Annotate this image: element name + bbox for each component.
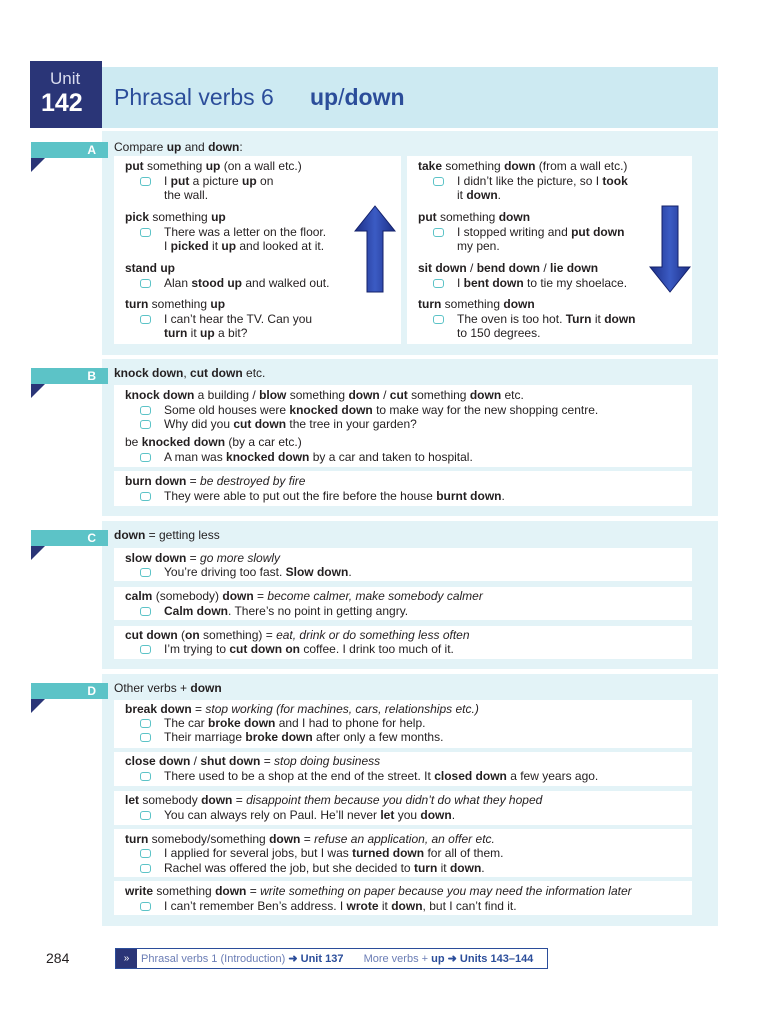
phrase-knock-down: knock down a building / blow something down / cut something down etc. xyxy=(125,388,524,402)
section-heading-d: Other verbs + down xyxy=(114,681,222,695)
tab-fold xyxy=(31,546,45,560)
example: I put a picture up on xyxy=(164,174,274,188)
example: Some old houses were knocked down to make way for the new shopping centre. xyxy=(164,403,599,417)
example: I stopped writing and put down xyxy=(457,225,625,239)
example: I can’t remember Ben’s address. I wrote it down, but I can’t find it. xyxy=(164,899,517,913)
example-bullet xyxy=(140,849,151,858)
section-tab-c: C xyxy=(31,530,108,546)
example-bullet xyxy=(140,607,151,616)
example-bullet xyxy=(140,645,151,654)
phrase-sit-bend-lie-down: sit down / bend down / lie down xyxy=(418,261,599,275)
title-bar xyxy=(102,67,718,128)
example: You can always rely on Paul. He’ll never let you down. xyxy=(164,808,456,822)
arrow-down-icon xyxy=(649,205,691,293)
cross-ref-link-unit-137[interactable]: Phrasal verbs 1 (Introduction) ➜ Unit 137 xyxy=(141,953,344,965)
phrase-calm-down: calm (somebody) down = become calmer, make somebody calmer xyxy=(125,589,483,603)
page-title: Phrasal verbs 6 xyxy=(114,84,274,110)
example: turn it up a bit? xyxy=(164,326,248,340)
tab-fold xyxy=(31,699,45,713)
example-bullet xyxy=(140,492,151,501)
example: I applied for several jobs, but I was turned down for all of them. xyxy=(164,846,504,860)
tab-fold xyxy=(31,384,45,398)
example: You’re driving too fast. Slow down. xyxy=(164,565,352,579)
example: to 150 degrees. xyxy=(457,326,541,340)
unit-badge xyxy=(30,61,102,128)
cross-reference-box xyxy=(115,948,548,969)
phrase-slow-down: slow down = go more slowly xyxy=(125,551,281,565)
phrase-take-down: take something down (from a wall etc.) xyxy=(418,159,628,173)
example: The oven is too hot. Turn it down xyxy=(457,312,636,326)
phrase-turn-down-refuse: turn somebody/something down = refuse an application, an offer etc. xyxy=(125,832,495,846)
example: I bent down to tie my shoelace. xyxy=(457,276,628,290)
example: Why did you cut down the tree in your garden? xyxy=(164,417,417,431)
example: There was a letter on the floor. xyxy=(164,225,327,239)
example-bullet xyxy=(140,228,151,237)
example-bullet xyxy=(140,453,151,462)
example-bullet xyxy=(140,315,151,324)
section-heading-b: knock down, cut down etc. xyxy=(114,366,266,380)
section-heading-c: down = getting less xyxy=(114,528,220,542)
phrase-write-down: write something down = write something on paper because you may need the information later xyxy=(125,884,632,898)
example-bullet xyxy=(140,406,151,415)
unit-label: Unit xyxy=(50,69,81,88)
example: Rachel was offered the job, but she decided to turn it down. xyxy=(164,861,485,875)
example-bullet xyxy=(140,279,151,288)
phrase-turn-up: turn something up xyxy=(125,297,226,311)
phrase-be-knocked-down: be knocked down (by a car etc.) xyxy=(125,435,302,449)
example-bullet xyxy=(140,733,151,742)
example: There used to be a shop at the end of the street. It closed down a few years ago. xyxy=(164,769,599,783)
section-tab-d: D xyxy=(31,683,108,699)
example: Alan stood up and walked out. xyxy=(164,276,330,290)
phrase-pick-up: pick something up xyxy=(125,210,226,224)
example-bullet xyxy=(140,568,151,577)
example-bullet xyxy=(140,811,151,820)
page-title-particles: up/down xyxy=(310,84,405,110)
example: They were able to put out the fire before the house burnt down. xyxy=(164,489,505,503)
page-number: 284 xyxy=(46,950,70,966)
example-bullet xyxy=(140,864,151,873)
example: The car broke down and I had to phone for help. xyxy=(164,716,426,730)
example-bullet xyxy=(433,315,444,324)
phrase-stand-up: stand up xyxy=(125,261,175,275)
phrase-break-down: break down = stop working (for machines, cars, relationships etc.) xyxy=(125,702,479,716)
phrase-cut-down-on: cut down (on something) = eat, drink or do something less often xyxy=(125,628,470,642)
example: I’m trying to cut down on coffee. I drink too much of it. xyxy=(164,642,454,656)
example-bullet xyxy=(140,902,151,911)
cross-reference-text xyxy=(141,952,533,965)
section-tab-a: A xyxy=(31,142,108,158)
example: my pen. xyxy=(457,239,500,253)
unit-number: 142 xyxy=(41,89,83,117)
example-bullet xyxy=(433,279,444,288)
cross-ref-link-units-143-144[interactable]: More verbs + up ➜ Units 143–144 xyxy=(363,953,534,965)
example: it down. xyxy=(457,188,502,202)
example-bullet xyxy=(140,177,151,186)
phrase-put-up: put something up (on a wall etc.) xyxy=(125,159,302,173)
example: A man was knocked down by a car and taken to hospital. xyxy=(164,450,473,464)
example-bullet xyxy=(140,719,151,728)
example: I picked it up and looked at it. xyxy=(164,239,325,253)
arrow-up-icon xyxy=(354,205,396,293)
phrase-let-down: let somebody down = disappoint them because you didn’t do what they hoped xyxy=(125,793,543,807)
example: the wall. xyxy=(164,188,209,202)
phrase-put-down: put something down xyxy=(418,210,531,224)
example: Their marriage broke down after only a few months. xyxy=(164,730,444,744)
example: I didn’t like the picture, so I took xyxy=(457,174,628,188)
example: Calm down. There’s no point in getting angry. xyxy=(164,604,409,618)
example-bullet xyxy=(433,228,444,237)
example-bullet xyxy=(433,177,444,186)
phrase-turn-down: turn something down xyxy=(418,297,535,311)
phrase-close-down: close down / shut down = stop doing business xyxy=(125,754,381,768)
phrase-burn-down: burn down = be destroyed by fire xyxy=(125,474,306,488)
example-bullet xyxy=(140,772,151,781)
section-heading-a: Compare up and down: xyxy=(114,140,243,154)
section-tab-b: B xyxy=(31,368,108,384)
cross-reference-icon: » xyxy=(116,949,137,968)
example-bullet xyxy=(140,420,151,429)
tab-fold xyxy=(31,158,45,172)
example: I can’t hear the TV. Can you xyxy=(164,312,313,326)
